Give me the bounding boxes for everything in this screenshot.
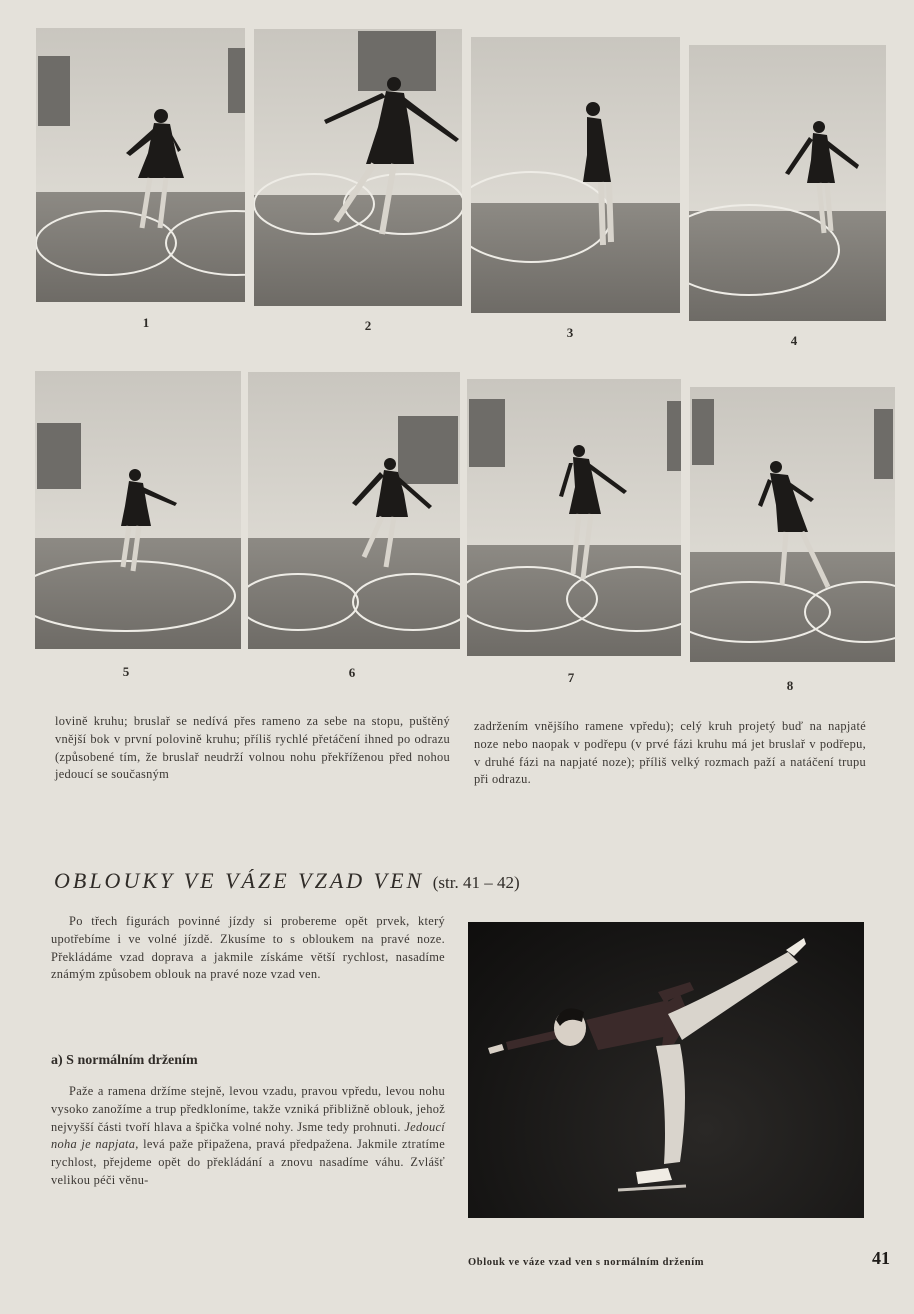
photo-number-2: 2 [364, 318, 372, 333]
photo-caption: Oblouk ve váze vzad ven s normálním držením [468, 1257, 705, 1268]
figure-photo-4 [689, 45, 886, 321]
intro-left-paragraph: lovině kruhu; bruslař se nedívá přes rameno za sebe na stopu, puštěný vnější bok v první polovině kruhu; příliš rychlé přetáčení ihned po odrazu (způsobené tím, že bruslař neudrží volnou nohu překříženou před nohou jedoucí se současným [55, 714, 450, 782]
body-paragraph-1-text: Po třech figurách povinné jízdy si probereme opět prvek, který upotřebíme i ve volné jízdě. Zkusíme to s obloukem na pravé noze. Překládáme vzad doprava a jakmile získáme větší rychlost, nasadíme známým způsobem oblouk na pravé noze vzad ven. [51, 914, 445, 982]
photo-number-5: 5 [122, 664, 130, 679]
body-paragraph-2-italic: Jedoucí noha je napjata, [51, 1119, 445, 1152]
body-paragraph-1 [51, 913, 445, 984]
photo-number-7: 7 [567, 670, 575, 685]
figure-photo-7 [467, 379, 681, 656]
photo-number-3: 3 [566, 325, 574, 340]
figure-photo-8 [690, 387, 895, 662]
skater-photo-large [468, 922, 864, 1218]
section-heading [54, 868, 674, 894]
section-title: OBLOUKY VE VÁZE VZAD VEN [54, 868, 425, 893]
intro-text-left [55, 713, 450, 784]
figure-photo-5 [35, 371, 241, 649]
body-paragraph-2 [51, 1083, 445, 1190]
figure-photo-1 [36, 28, 245, 302]
photo-number-8: 8 [786, 678, 794, 693]
photo-number-4: 4 [790, 333, 798, 348]
subheading: a) S normálním držením [51, 1053, 198, 1068]
intro-right-paragraph: zadržením vnějšího ramene vpředu); celý kruh projetý buď na napjaté noze nebo naopak v podřepu (v prvé fázi kruhu má jet bruslař v podřepu, v druhé fázi na napjaté noze); příliš velký rozmach paží a natáčení trupu při odrazu. [474, 719, 866, 787]
figure-photo-6 [248, 372, 460, 649]
section-page-reference: (str. 41 – 42) [432, 873, 520, 892]
photo-number-1: 1 [142, 315, 150, 330]
body-paragraph-2-start: Paže a ramena držíme stejně, levou vzadu, pravou vpředu, levou nohu vysoko zanožíme a trup předkloníme, takže vzniká přibližně oblouk, jehož nejvyšší části tvoří hlava a špička volné nohy. Jsme tedy prohnuti. [51, 1084, 445, 1134]
page-number: 41 [872, 1248, 890, 1268]
body-paragraph-2-end: levá paže připažena, pravá předpažena. Jakmile ztratíme rychlost, přejdeme opět do překládání a znovu nasadíme váhu. Zvlášť velikou péči věnu- [51, 1137, 445, 1187]
figure-photo-3 [471, 37, 680, 313]
figure-photo-2 [254, 29, 462, 306]
photo-number-6: 6 [348, 665, 356, 680]
intro-text-right [474, 718, 866, 789]
